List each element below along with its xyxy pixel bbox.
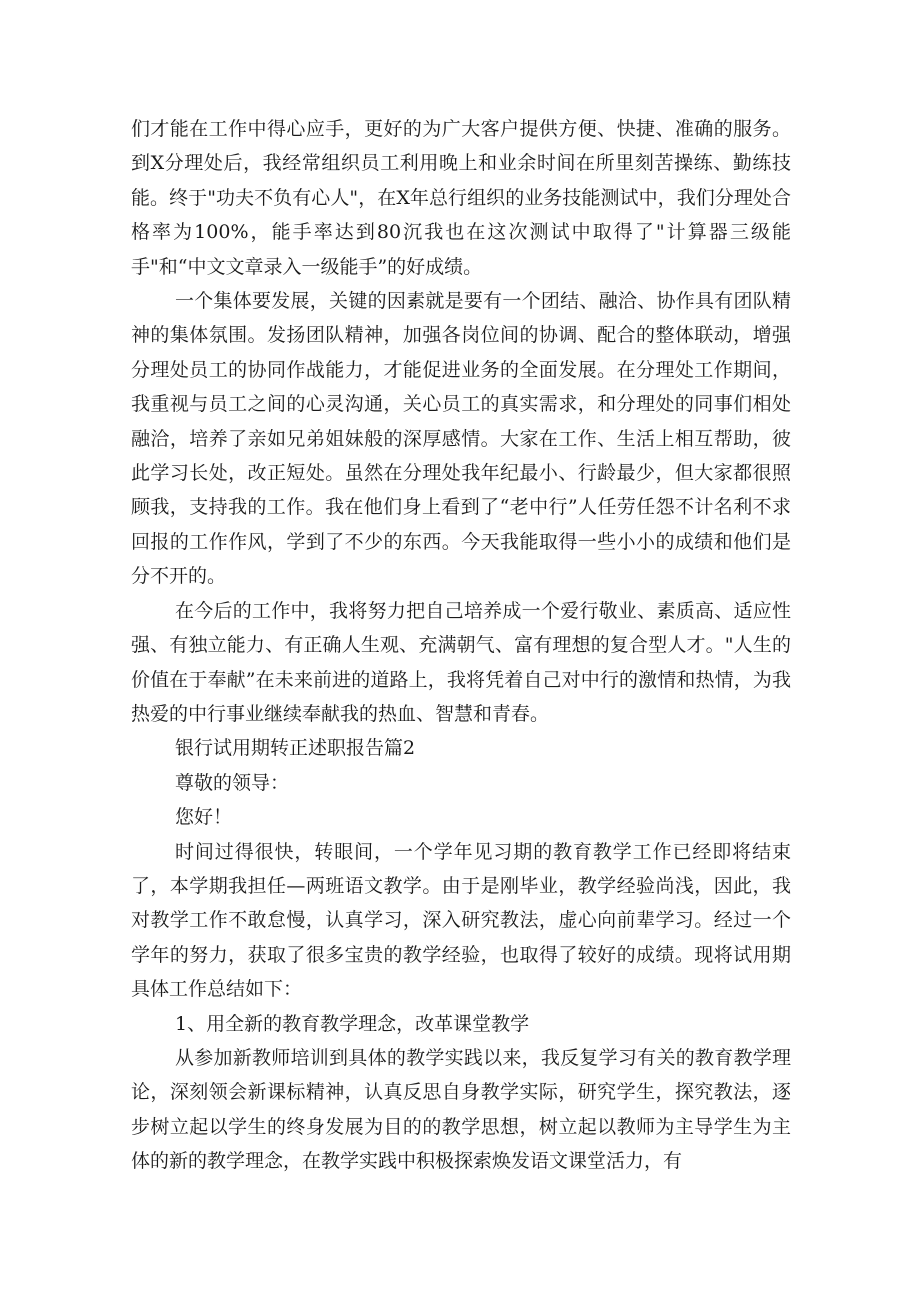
paragraph-5: 从参加新教师培训到具体的教学实践以来，我反复学习有关的教育教学理论，深刻领会新课标精神，认真反思自身教学实际，研究学生，探究教法，逐步树立起以学生的终身发展为目的的教学思想，树立起以教师为主导学生为主体的新的教学理念，在教学实践中积极探索焕发语文课堂活力，有 [131, 1046, 791, 1173]
section-title: 银行试用期转正述职报告篇2 [175, 737, 416, 760]
document-body [131, 112, 791, 1179]
salutation: 尊敬的领导： [175, 771, 290, 794]
paragraph-3: 在今后的工作中，我将努力把自己培养成一个爱行敬业、素质高、适应性强、有独立能力、有正确人生观、充满朝气、富有理想的复合型人才。"人生的价值在于奉献”在未来前进的道路上，我将凭着自己对中行的激情和热情，为我热爱的中行事业继续奉献我的热血、智慧和青春。 [131, 599, 791, 725]
greeting: 您好！ [175, 806, 233, 829]
paragraph-2: 一个集体要发展，关键的因素就是要有一个团结、融洽、协作具有团队精神的集体氛围。发扬团队精神，加强各岗位间的协调、配合的整体联动，增强分理处员工的协同作战能力，才能促进业务的全面发展。在分理处工作期间，我重视与员工之间的心灵沟通，关心员工的真实需求，和分理处的同事们相处融洽，培养了亲如兄弟姐妹般的深厚感情。大家在工作、生活上相互帮助，彼此学习长处，改正短处。虽然在分理处我年纪最小、行龄最少，但大家都很照顾我，支持我的工作。我在他们身上看到了“老中行”人任劳任怨不计名利不求回报的工作作风，学到了不少的东西。今天我能取得一些小小的成绩和他们是分不开的。 [131, 290, 791, 588]
subheading-1: 1、用全新的教育教学理念，改革课堂教学 [175, 1012, 530, 1035]
paragraph-1: 们才能在工作中得心应手，更好的为广大客户提供方便、快捷、准确的服务。到X分理处后，我经常组织员工利用晚上和业余时间在所里刻苦操练、勤练技能。终于"功夫不负有心人"，在X年总行组织的业务技能测试中，我们分理处合格率为100%，能手率达到80沉我也在这次测试中取得了"计算器三级能手"和“中文文章录入一级能手”的好成绩。 [131, 118, 791, 278]
paragraph-4: 时间过得很快，转眼间，一个学年见习期的教育教学工作已经即将结束了，本学期我担任—两班语文教学。由于是刚毕业，教学经验尚浅，因此，我对教学工作不敢怠慢，认真学习，深入研究教法，虚心向前辈学习。经过一个学年的努力，获取了很多宝贵的教学经验，也取得了较好的成绩。现将试用期具体工作总结如下： [131, 840, 791, 1001]
